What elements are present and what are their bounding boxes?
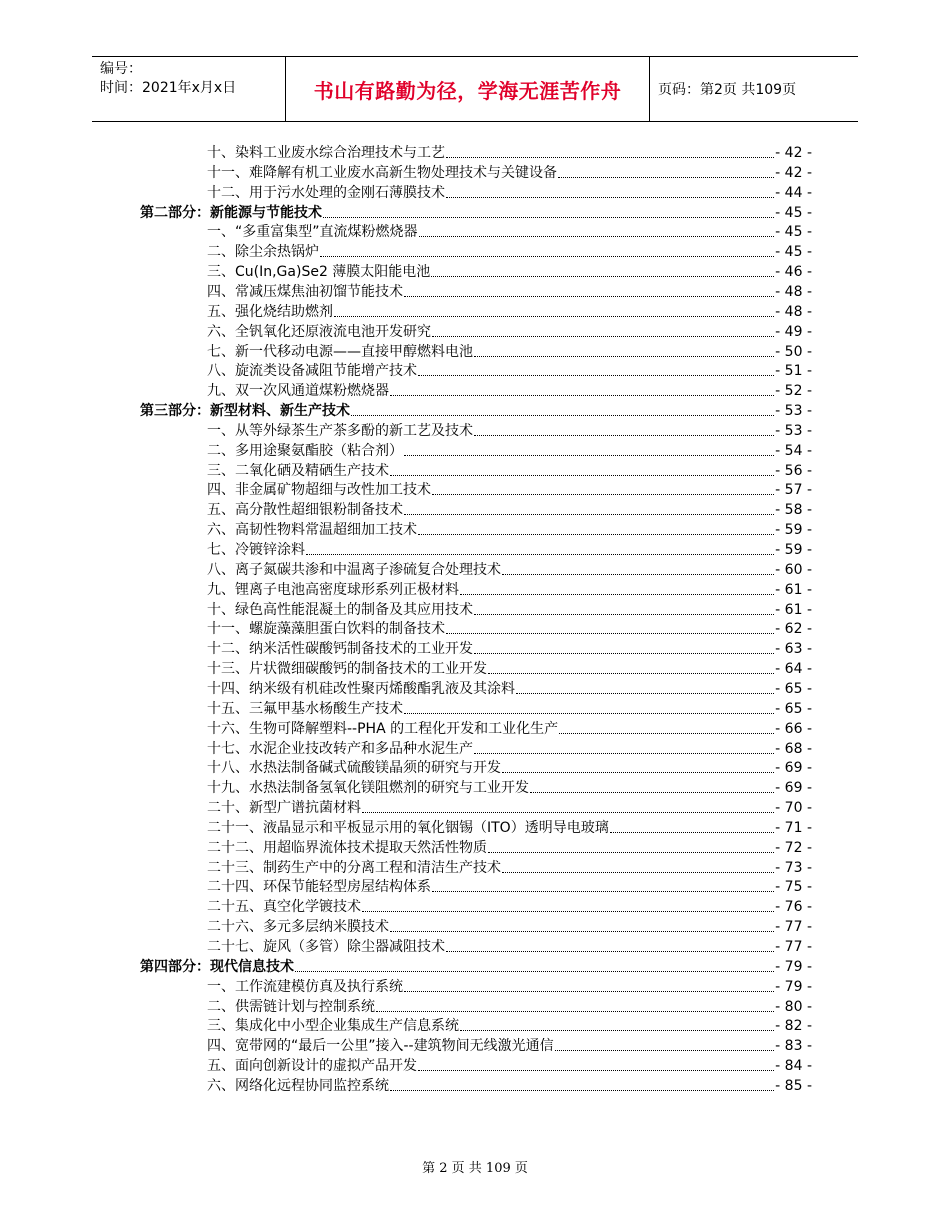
toc-entry-page: - 59 - [775, 522, 812, 539]
toc-dot-leader [295, 957, 774, 977]
header-page-info: 页码：第2页 共109页 [658, 82, 797, 98]
toc-dot-leader [555, 1036, 775, 1056]
toc-entry-title: 七、冷镀锌涂料 [207, 542, 305, 558]
toc-entry-page: - 65 - [775, 680, 812, 697]
toc-entry-page: - 45 - [775, 204, 812, 221]
toc-entry-title: 第四部分：现代信息技术 [140, 958, 294, 975]
toc-entry-page: - 64 - [775, 661, 812, 678]
toc-entry[interactable] [207, 540, 812, 560]
toc-entry-title: 二、除尘余热锅炉 [207, 244, 319, 261]
toc-entry-title: 六、网络化远程协同监控系统 [207, 1077, 389, 1094]
toc-dot-leader [404, 699, 774, 719]
toc-dot-leader [446, 619, 774, 639]
toc-entry[interactable] [207, 639, 812, 659]
toc-entry-page: - 45 - [775, 244, 812, 261]
page-header [92, 56, 858, 122]
toc-entry-title: 十、绿色高性能混凝土的制备及其应用技术 [207, 601, 473, 618]
toc-entry[interactable] [207, 282, 812, 302]
toc-dot-leader [474, 739, 774, 759]
toc-entry-title: 十二、纳米活性碳酸钙制备技术的工业开发 [207, 641, 473, 658]
toc-dot-leader [320, 242, 774, 262]
toc-entry-title: 四、常减压煤焦油初馏节能技术 [207, 283, 403, 300]
toc-entry-page: - 63 - [775, 641, 812, 658]
toc-entry[interactable] [207, 600, 812, 620]
toc-entry-page: - 51 - [775, 363, 812, 380]
toc-entry-page: - 49 - [775, 323, 812, 340]
toc-entry[interactable] [207, 917, 812, 937]
toc-entry-title: 十二、用于污水处理的金刚石薄膜技术 [207, 184, 445, 201]
toc-entry[interactable] [207, 619, 812, 639]
toc-dot-leader [558, 163, 774, 183]
toc-dot-leader [323, 203, 774, 223]
toc-dot-leader [419, 222, 775, 242]
toc-entry-title: 二、供需链计划与控制系统 [207, 998, 375, 1015]
toc-dot-leader [559, 719, 774, 739]
toc-dot-leader [418, 520, 774, 540]
toc-dot-leader [432, 480, 774, 500]
toc-dot-leader [390, 381, 774, 401]
toc-entry-title: 十七、水泥企业技改转产和多品种水泥生产 [207, 740, 473, 757]
toc-entry[interactable] [207, 838, 812, 858]
toc-section-heading[interactable] [140, 957, 812, 977]
toc-entry-page: - 76 - [775, 899, 812, 916]
toc-dot-leader [431, 262, 774, 282]
toc-entry-title: 二十五、真空化学镀技术 [207, 899, 361, 916]
toc-entry-page: - 61 - [775, 601, 812, 618]
toc-entry-title: 十三、片状微细碳酸钙的制备技术的工业开发 [207, 661, 487, 678]
toc-entry-page: - 52 - [775, 383, 812, 400]
toc-entry[interactable] [207, 739, 812, 759]
toc-entry-title: 十八、水热法制备碱式硫酸镁晶须的研究与开发 [207, 760, 501, 777]
toc-entry-page: - 48 - [775, 303, 812, 320]
toc-entry-page: - 84 - [775, 1058, 812, 1075]
toc-entry[interactable] [207, 242, 812, 262]
toc-entry-page: - 58 - [775, 502, 812, 519]
toc-entry[interactable] [207, 699, 812, 719]
toc-entry-page: - 79 - [775, 958, 812, 975]
toc-entry[interactable] [207, 818, 812, 838]
toc-entry-page: - 54 - [775, 442, 812, 459]
toc-entry[interactable] [207, 719, 812, 739]
toc-entry-page: - 50 - [775, 343, 812, 360]
toc-entry-page: - 45 - [775, 224, 812, 241]
toc-entry-page: - 59 - [775, 542, 812, 558]
toc-entry[interactable] [207, 580, 812, 600]
toc-section-heading[interactable] [140, 203, 812, 223]
toc-dot-leader [488, 659, 774, 679]
toc-entry-title: 第二部分：新能源与节能技术 [140, 204, 322, 221]
toc-dot-leader [404, 441, 774, 461]
toc-entry-title: 十、染料工业废水综合治理技术与工艺 [207, 145, 445, 161]
toc-entry-title: 二十四、环保节能轻型房屋结构体系 [207, 879, 431, 896]
header-meta [92, 57, 286, 121]
toc-entry[interactable] [207, 1076, 812, 1096]
toc-entry-page: - 73 - [775, 859, 812, 876]
toc-dot-leader [474, 421, 774, 441]
toc-entry-page: - 44 - [775, 184, 812, 201]
toc-entry[interactable] [207, 560, 812, 580]
toc-entry[interactable] [207, 897, 812, 917]
toc-dot-leader [502, 758, 774, 778]
toc-entry-title: 五、面向创新设计的虚拟产品开发 [207, 1058, 417, 1075]
toc-entry[interactable] [207, 381, 812, 401]
toc-entry[interactable] [207, 520, 812, 540]
toc-dot-leader [446, 937, 774, 957]
toc-dot-leader [432, 877, 774, 897]
toc-dot-leader [460, 1016, 774, 1036]
toc-dot-leader [516, 679, 774, 699]
toc-dot-leader [418, 1056, 774, 1076]
toc-entry[interactable] [207, 977, 812, 997]
toc-entry[interactable] [207, 778, 812, 798]
toc-dot-leader [610, 818, 774, 838]
toc-dot-leader [376, 997, 774, 1017]
toc-entry-page: - 66 - [775, 720, 812, 737]
toc-entry[interactable] [207, 342, 812, 362]
toc-dot-leader [502, 858, 774, 878]
toc-entry-title: 三、集成化中小型企业集成生产信息系统 [207, 1018, 459, 1035]
toc-entry[interactable] [207, 480, 812, 500]
toc-entry[interactable] [207, 163, 812, 183]
toc-entry[interactable] [207, 798, 812, 818]
toc-entry[interactable] [207, 262, 812, 282]
toc-entry-page: - 68 - [775, 740, 812, 757]
toc-entry[interactable] [207, 877, 812, 897]
toc-entry-title: 十五、三氟甲基水杨酸生产技术 [207, 700, 403, 717]
toc-dot-leader [474, 600, 774, 620]
toc-entry[interactable] [207, 679, 812, 699]
toc-entry-page: - 53 - [775, 422, 812, 439]
toc-entry-title: 一、“多重富集型”直流煤粉燃烧器 [207, 224, 418, 241]
toc-dot-leader [446, 143, 774, 163]
toc-section-heading[interactable] [140, 401, 812, 421]
toc-entry-page: - 42 - [775, 145, 812, 161]
toc-entry-title: 三、二氧化硒及精硒生产技术 [207, 462, 389, 479]
toc-dot-leader [530, 778, 774, 798]
toc-dot-leader [390, 461, 774, 481]
toc-entry-page: - 85 - [775, 1077, 812, 1094]
toc-entry[interactable] [207, 322, 812, 342]
toc-entry-page: - 57 - [775, 482, 812, 499]
toc-entry[interactable] [207, 302, 812, 322]
toc-dot-leader [404, 500, 774, 520]
toc-dot-leader [418, 361, 774, 381]
toc-entry-title: 二十二、用超临界流体技术提取天然活性物质 [207, 839, 487, 856]
toc-entry-title: 四、非金属矿物超细与改性加工技术 [207, 482, 431, 499]
toc-dot-leader [351, 401, 774, 421]
toc-entry-page: - 75 - [775, 879, 812, 896]
toc-entry-title: 六、高韧性物料常温超细加工技术 [207, 522, 417, 539]
toc-entry-page: - 71 - [775, 819, 812, 836]
toc-entry-title: 五、高分散性超细银粉制备技术 [207, 502, 403, 519]
toc-entry-title: 五、强化烧结助燃剂 [207, 303, 333, 320]
toc-dot-leader [460, 580, 774, 600]
toc-entry-title: 十一、螺旋藻藻胆蛋白饮料的制备技术 [207, 621, 445, 638]
toc-entry[interactable] [207, 659, 812, 679]
toc-entry-title: 二、多用途聚氨酯胶（粘合剂） [207, 442, 403, 459]
toc-dot-leader [474, 342, 774, 362]
toc-entry-page: - 72 - [775, 839, 812, 856]
toc-entry[interactable] [207, 461, 812, 481]
toc-entry-page: - 53 - [775, 403, 812, 420]
toc-entry-title: 八、旋流类设备减阻节能增产技术 [207, 363, 417, 380]
toc-entry[interactable] [207, 500, 812, 520]
toc-entry-title: 三、Cu(In,Ga)Se2 薄膜太阳能电池 [207, 264, 431, 281]
toc-entry-page: - 82 - [775, 1018, 812, 1035]
toc-entry-page: - 69 - [775, 760, 812, 777]
toc-dot-leader [432, 322, 774, 342]
toc-entry-page: - 77 - [775, 939, 812, 955]
toc-entry-page: - 42 - [775, 164, 812, 181]
toc-entry-title: 十六、生物可降解塑料--PHA 的工程化开发和工业化生产 [207, 720, 559, 737]
toc-entry-title: 二十、新型广谱抗菌材料 [207, 800, 361, 817]
page-footer: 第 2 页 共 109 页 [422, 1161, 528, 1176]
toc-entry-title: 七、新一代移动电源——直接甲醇燃料电池 [207, 343, 473, 360]
toc-entry-title: 十九、水热法制备氢氧化镁阻燃剂的研究与工业开发 [207, 780, 529, 797]
toc-entry[interactable] [207, 758, 812, 778]
toc-entry-page: - 80 - [775, 998, 812, 1015]
toc-dot-leader [488, 838, 774, 858]
toc-entry-title: 二十七、旋风（多管）除尘器减阻技术 [207, 939, 445, 955]
toc-dot-leader [334, 302, 774, 322]
toc-entry[interactable] [207, 143, 812, 163]
toc-dot-leader [306, 540, 774, 560]
toc-entry-title: 十一、难降解有机工业废水高新生物处理技术与关键设备 [207, 164, 557, 181]
header-motto: 书山有路勤为径，学海无涯苦作舟 [286, 57, 650, 121]
toc-entry-page: - 83 - [775, 1038, 812, 1055]
toc-dot-leader [362, 897, 774, 917]
toc-entry-page: - 69 - [775, 780, 812, 797]
toc-dot-leader [390, 1076, 774, 1096]
toc-dot-leader [362, 798, 774, 818]
toc-entry-page: - 79 - [775, 978, 812, 995]
toc-entry[interactable] [207, 1016, 812, 1036]
toc-dot-leader [404, 282, 774, 302]
toc-entry-title: 九、锂离子电池高密度球形系列正极材料 [207, 581, 459, 598]
toc-entry-title: 八、离子氮碳共渗和中温离子渗硫复合处理技术 [207, 561, 501, 578]
toc-entry-page: - 61 - [775, 581, 812, 598]
toc-dot-leader [404, 977, 774, 997]
toc-entry-title: 第三部分：新型材料、新生产技术 [140, 403, 350, 420]
toc-dot-leader [474, 639, 774, 659]
toc-entry[interactable] [207, 1036, 812, 1056]
toc-entry[interactable] [207, 858, 812, 878]
toc-entry[interactable] [207, 183, 812, 203]
toc-entry-title: 二十一、液晶显示和平板显示用的氧化铟锡（ITO）透明导电玻璃 [207, 819, 609, 836]
toc-dot-leader [502, 560, 774, 580]
code-label: 编号： [100, 61, 142, 77]
toc-dot-leader [446, 183, 774, 203]
toc-entry[interactable] [207, 421, 812, 441]
toc-entry-page: - 46 - [775, 264, 812, 281]
toc-entry-title: 二十六、多元多层纳米膜技术 [207, 919, 389, 936]
toc-entry-page: - 65 - [775, 700, 812, 717]
toc-entry-page: - 62 - [775, 621, 812, 638]
toc-dot-leader [390, 917, 774, 937]
toc-entry-title: 九、双一次风通道煤粉燃烧器 [207, 383, 389, 400]
toc-entry-title: 一、工作流建模仿真及执行系统 [207, 978, 403, 995]
toc-entry-title: 十四、纳米级有机硅改性聚丙烯酸酯乳液及其涂料 [207, 680, 515, 697]
toc-entry-title: 四、宽带网的“最后一公里”接入--建筑物间无线激光通信 [207, 1038, 554, 1055]
toc-entry[interactable] [207, 997, 812, 1017]
toc-entry[interactable] [207, 937, 812, 957]
toc-entry-page: - 77 - [775, 919, 812, 936]
toc-entry[interactable] [207, 222, 812, 242]
toc-entry[interactable] [207, 1056, 812, 1076]
toc-entry-page: - 56 - [775, 462, 812, 479]
toc-entry-title: 六、全钒氧化还原液流电池开发研究 [207, 323, 431, 340]
toc-entry[interactable] [207, 361, 812, 381]
toc-entry[interactable] [207, 441, 812, 461]
toc-entry-page: - 60 - [775, 561, 812, 578]
toc-entry-page: - 70 - [775, 800, 812, 817]
date-line: 时间：2021年x月x日 [100, 80, 237, 96]
toc-entry-page: - 48 - [775, 283, 812, 300]
toc-entry-title: 二十三、制药生产中的分离工程和清洁生产技术 [207, 859, 501, 876]
toc-entry-title: 一、从等外绿茶生产茶多酚的新工艺及技术 [207, 422, 473, 439]
